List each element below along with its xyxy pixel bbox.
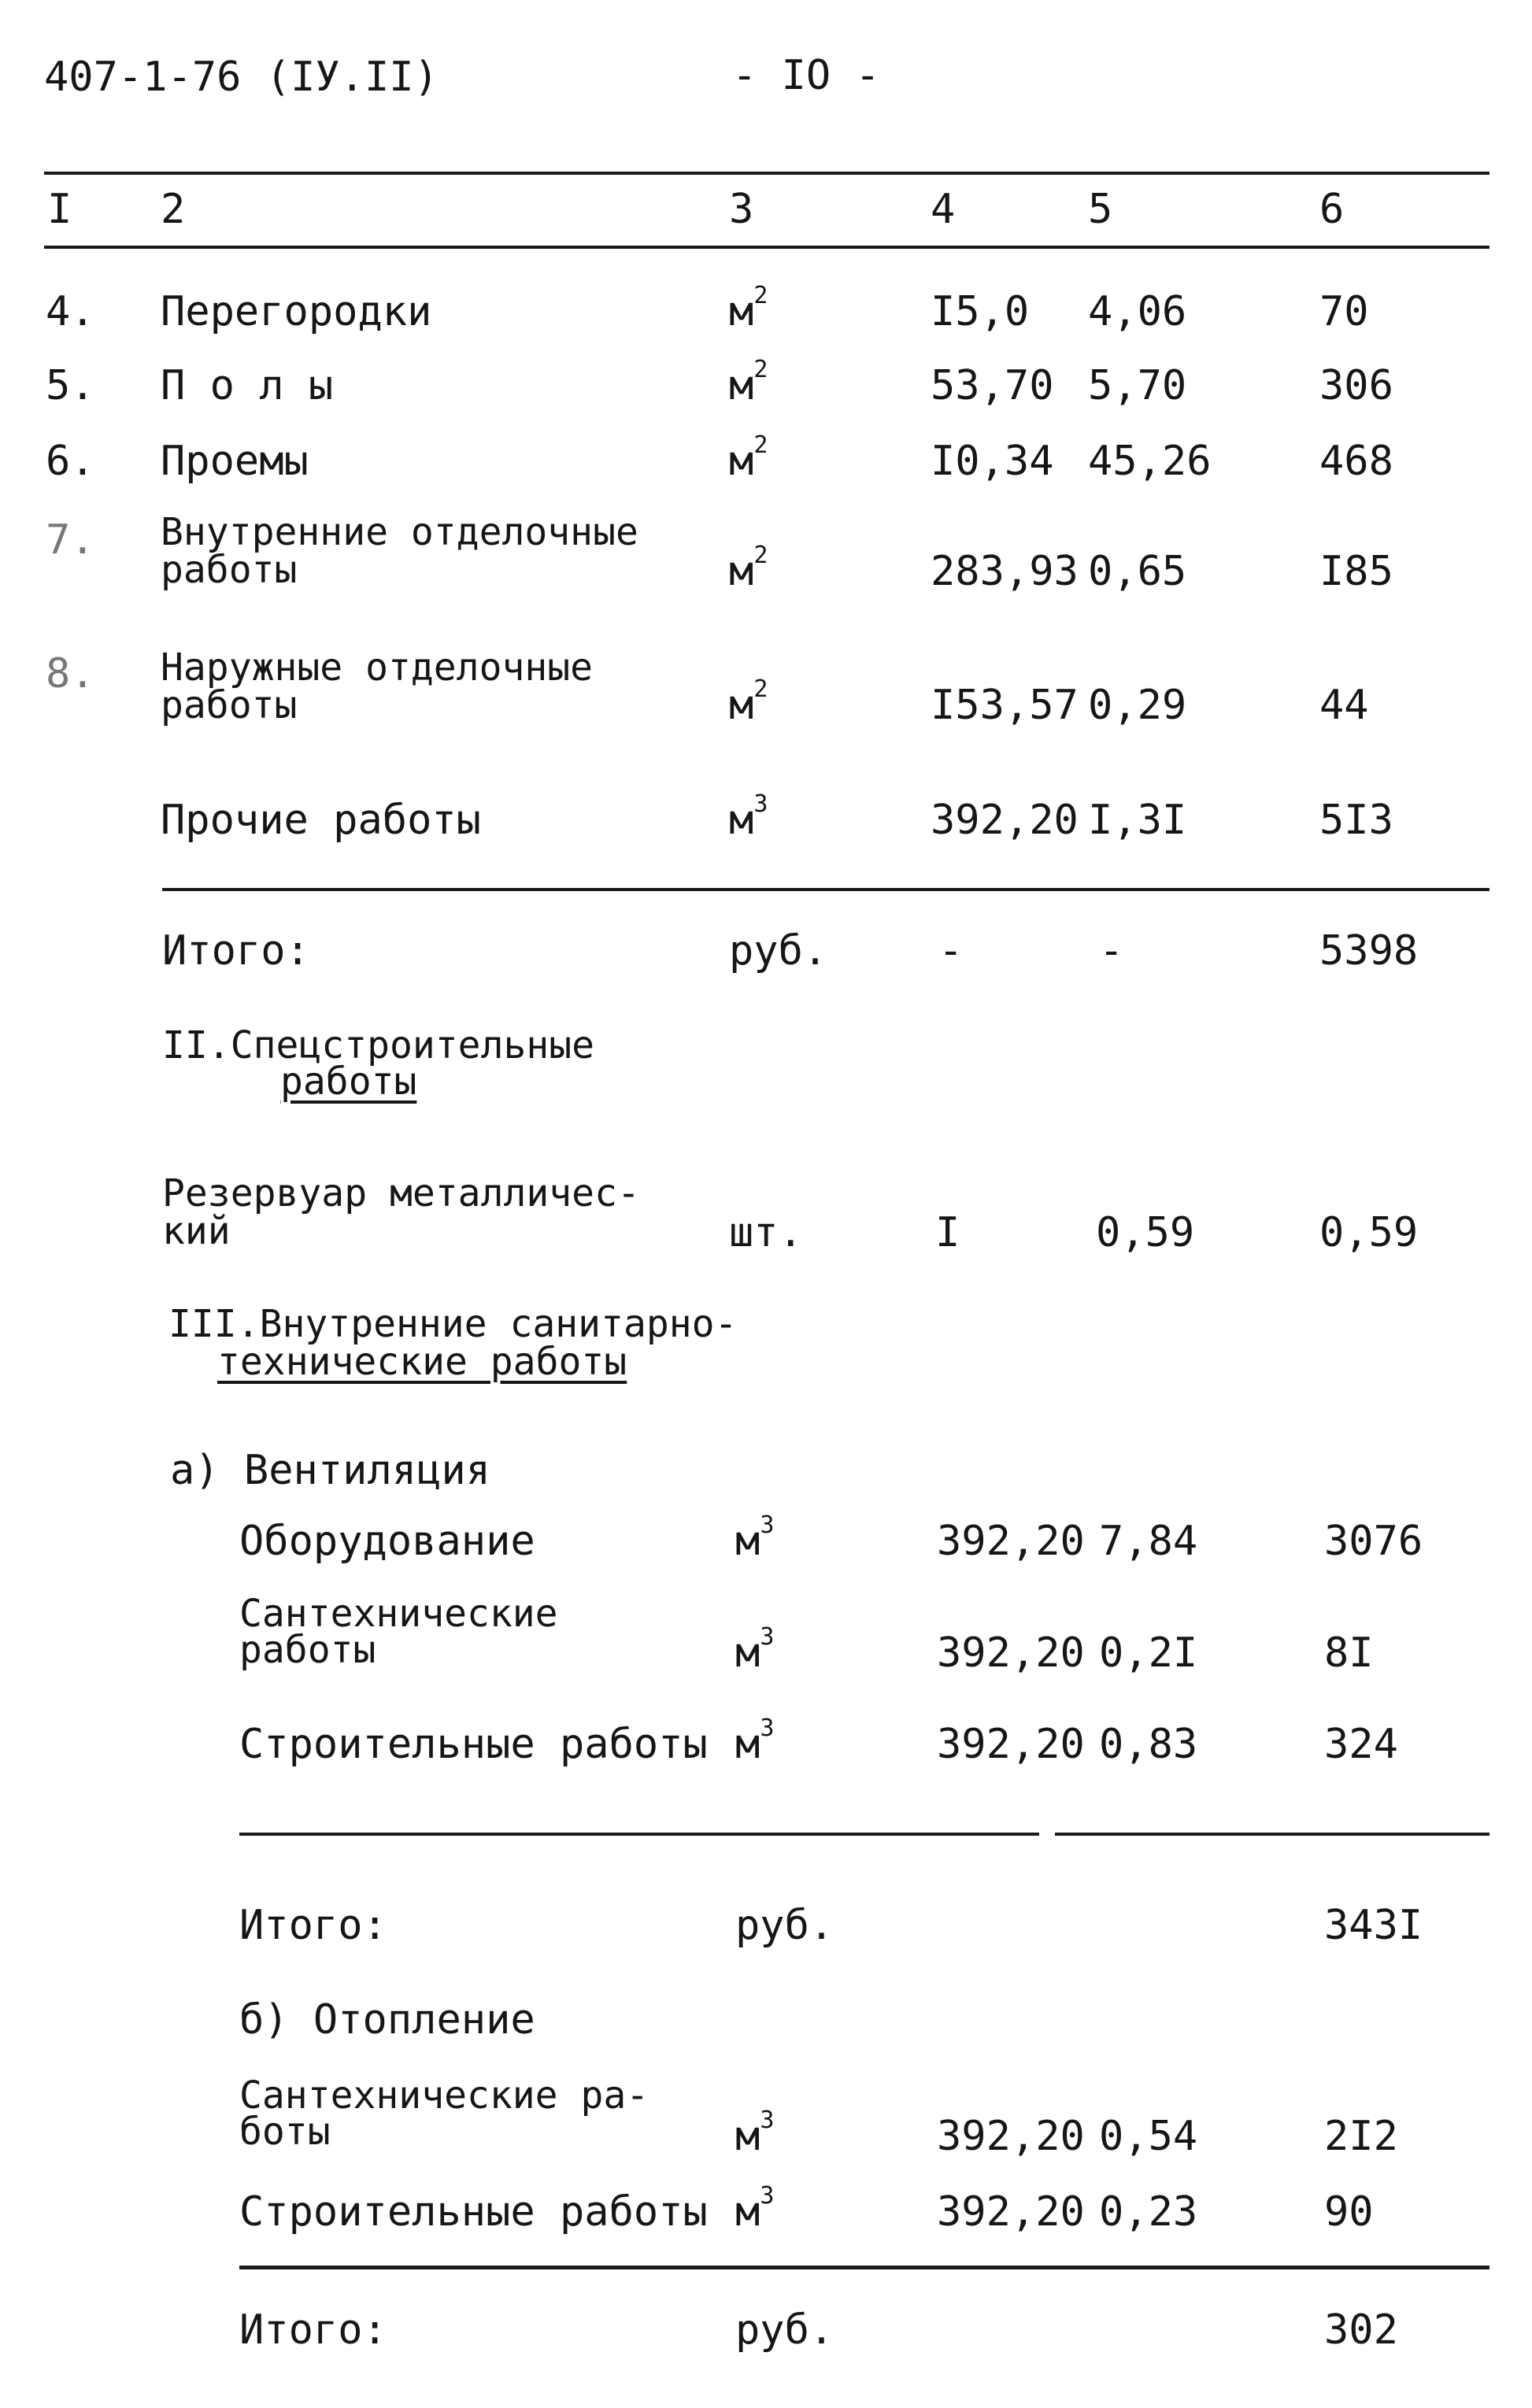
table-top-rule <box>44 172 1489 175</box>
row-price: 5,70 <box>1088 362 1187 409</box>
row-qty: I5,0 <box>931 288 1030 335</box>
row-price: 0,2I <box>1099 1629 1198 1677</box>
row-name: Прочие работы <box>161 797 481 844</box>
total-value: 343I <box>1324 1902 1423 1949</box>
row-name: П о л ы <box>161 362 334 409</box>
row-name-line1: Резервуар металличес- <box>162 1171 640 1215</box>
section-title-line2: работы <box>280 1060 417 1104</box>
row-name-line1: Сантехнические ра- <box>239 2073 649 2118</box>
row-name-line1: Наружные отделочные <box>161 645 594 690</box>
subsection-title: а) Вентиляция <box>170 1447 490 1494</box>
row-price: 0,65 <box>1088 548 1187 595</box>
section-title-line1: III.Внутренние санитарно- <box>168 1302 738 1346</box>
subtotal-rule <box>162 888 1489 891</box>
row-name-line1: Внутренние отделочные <box>161 510 638 554</box>
row-price: 0,29 <box>1088 682 1187 729</box>
row-total: I85 <box>1319 548 1393 595</box>
total-label: Итого: <box>162 927 310 975</box>
row-price: 0,83 <box>1099 1721 1198 1768</box>
total-unit: руб. <box>735 1902 834 1949</box>
row-unit: $м^2$ <box>729 282 768 335</box>
row-qty: 392,20 <box>931 797 1079 844</box>
row-price: 0,23 <box>1099 2188 1198 2236</box>
row-total: 468 <box>1319 438 1393 485</box>
row-qty: 392,20 <box>937 2188 1085 2236</box>
row-unit: $м^2$ <box>729 542 768 595</box>
row-name: Проемы <box>161 438 309 485</box>
row-price: 4,06 <box>1088 288 1187 335</box>
row-number: 8. <box>46 650 95 697</box>
row-unit: $м^3$ <box>735 1623 775 1677</box>
row-total: 3076 <box>1324 1518 1423 1565</box>
row-qty: 392,20 <box>937 1518 1085 1565</box>
row-number: 5. <box>46 362 95 409</box>
row-name-line1: Сантехнические <box>239 1592 558 1636</box>
row-qty: I <box>935 1209 960 1256</box>
page-number: - IO - <box>732 52 880 99</box>
row-name: Строительные работы <box>239 1721 708 1768</box>
row-price: 0,54 <box>1099 2113 1198 2160</box>
row-total: 8I <box>1324 1629 1374 1677</box>
total-value: 5398 <box>1319 927 1419 975</box>
subsection-title: б) Отопление <box>239 1996 535 2044</box>
column-header-1: I <box>47 186 72 233</box>
row-qty: 392,20 <box>937 1629 1085 1677</box>
row-price: 45,26 <box>1088 438 1212 485</box>
row-total: 5I3 <box>1319 797 1393 844</box>
row-name-line2: работы <box>239 1628 376 1672</box>
subtotal-rule-right <box>1055 1833 1489 1836</box>
section-title-line2: технические работы <box>217 1340 627 1384</box>
row-unit: $м^3$ <box>735 1714 775 1768</box>
subtotal-rule-left <box>239 1833 1039 1836</box>
row-total: 306 <box>1319 362 1393 409</box>
row-price: 0,59 <box>1096 1209 1195 1256</box>
row-total: 44 <box>1319 682 1369 729</box>
total-unit: руб. <box>729 927 828 975</box>
row-unit: $м^2$ <box>729 675 768 729</box>
row-name: Перегородки <box>161 288 432 335</box>
row-name-line2: работы <box>161 548 298 592</box>
row-price: I,3I <box>1088 797 1187 844</box>
row-unit: $м^2$ <box>729 356 768 409</box>
row-total: 0,59 <box>1319 1209 1419 1256</box>
row-unit: $м^3$ <box>735 1511 775 1565</box>
row-unit: $м^3$ <box>735 2107 775 2160</box>
row-name-line2: боты <box>239 2110 331 2154</box>
row-name-line2: кий <box>162 1209 231 1253</box>
row-name: Строительные работы <box>239 2188 708 2236</box>
row-unit: $м^2$ <box>729 431 768 485</box>
row-price: 7,84 <box>1099 1518 1198 1565</box>
document-code: 407-1-76 (IУ.II) <box>44 54 439 101</box>
column-header-3: 3 <box>729 186 754 233</box>
column-header-4: 4 <box>931 186 956 233</box>
row-number: 6. <box>46 438 95 485</box>
row-qty: 53,70 <box>931 362 1054 409</box>
total-label: Итого: <box>239 1902 387 1949</box>
row-unit: шт. <box>729 1209 803 1256</box>
row-number: 4. <box>46 288 95 335</box>
total-value: 302 <box>1324 2306 1398 2354</box>
row-unit: $м^3$ <box>729 790 768 844</box>
row-total: 70 <box>1319 288 1369 335</box>
row-qty: 283,93 <box>931 548 1079 595</box>
row-number: 7. <box>46 516 95 564</box>
total-unit: руб. <box>735 2306 834 2354</box>
column-header-5: 5 <box>1088 186 1113 233</box>
row-name-line2: работы <box>161 683 298 727</box>
row-total: 90 <box>1324 2188 1374 2236</box>
row-qty: 392,20 <box>937 2113 1085 2160</box>
header-bottom-rule <box>44 246 1489 249</box>
total-qty: - <box>938 927 964 975</box>
total-price: - <box>1099 927 1124 975</box>
subtotal-rule <box>239 2266 1489 2269</box>
column-header-2: 2 <box>161 186 186 233</box>
total-label: Итого: <box>239 2306 387 2354</box>
row-qty: 392,20 <box>937 1721 1085 1768</box>
section-title-line1: II.Спецстроительные <box>162 1023 595 1067</box>
row-unit: $м^3$ <box>735 2182 775 2236</box>
row-qty: I0,34 <box>931 438 1054 485</box>
row-total: 2I2 <box>1324 2113 1398 2160</box>
column-header-6: 6 <box>1319 186 1345 233</box>
row-name: Оборудование <box>239 1518 535 1565</box>
row-qty: I53,57 <box>931 682 1079 729</box>
row-total: 324 <box>1324 1721 1398 1768</box>
